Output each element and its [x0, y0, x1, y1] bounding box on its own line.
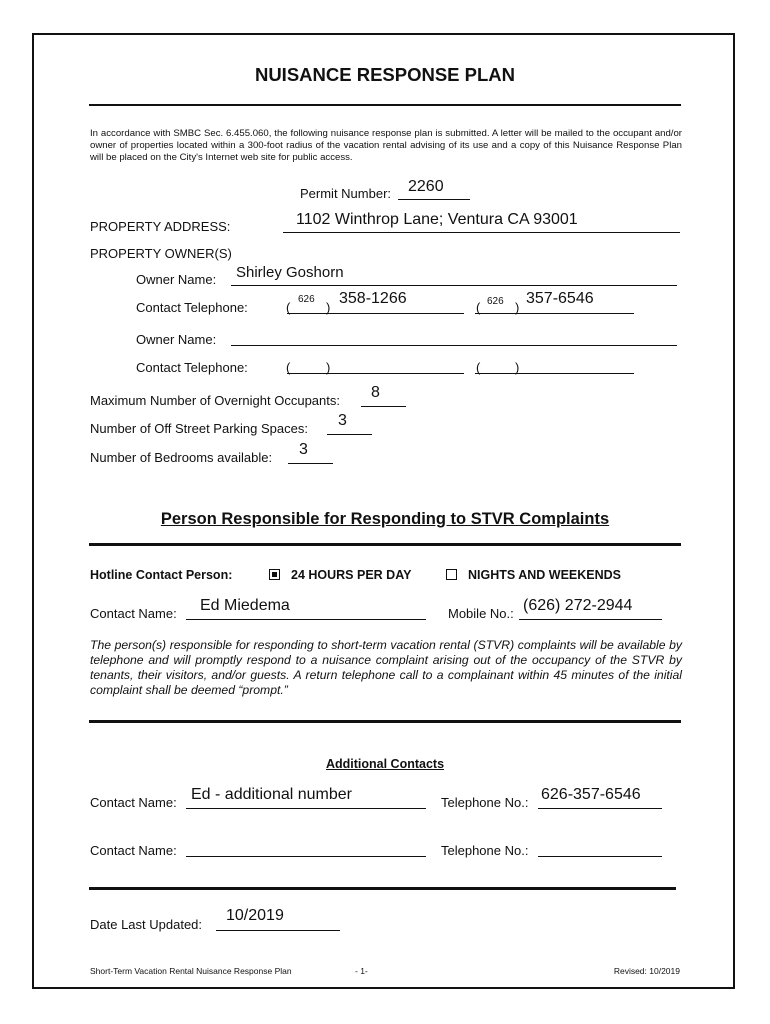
- owner2-tel2-line[interactable]: [475, 373, 634, 374]
- statement-rule: [89, 720, 681, 723]
- owner2-name-line[interactable]: [231, 345, 677, 346]
- owner2-name-label: Owner Name:: [136, 332, 217, 347]
- owner1-name-line: [231, 285, 677, 286]
- additional1-name-line: [186, 808, 426, 809]
- additional2-tel-line[interactable]: [538, 856, 662, 857]
- date-updated-value[interactable]: 10/2019: [226, 907, 284, 924]
- permit-label: Permit Number:: [300, 186, 392, 201]
- additional-contacts-heading: Additional Contacts: [325, 757, 445, 771]
- owner2-tel1-open-paren: (: [286, 360, 291, 375]
- mobile-value[interactable]: (626) 272-2944: [523, 597, 633, 614]
- additional2-tel-label: Telephone No.:: [441, 843, 529, 858]
- parking-line: [327, 434, 372, 435]
- responsible-rule: [89, 543, 681, 546]
- bedrooms-label: Number of Bedrooms available:: [90, 450, 273, 465]
- owner1-tel1-value[interactable]: 358-1266: [339, 290, 407, 307]
- footer-revised: Revised: 10/2019: [613, 966, 680, 976]
- owner1-tel2-area[interactable]: 626: [487, 296, 504, 307]
- additional1-tel-value[interactable]: 626-357-6546: [541, 786, 641, 803]
- contact-name-label: Contact Name:: [90, 606, 177, 621]
- hotline-nights-weekends-label: NIGHTS AND WEEKENDS: [468, 568, 622, 582]
- title-rule: [89, 104, 681, 106]
- page-title: NUISANCE RESPONSE PLAN: [254, 64, 516, 85]
- owner1-tel2-value[interactable]: 357-6546: [526, 290, 594, 307]
- additional1-tel-line: [538, 808, 662, 809]
- contact-name-value[interactable]: Ed Miedema: [200, 597, 290, 614]
- date-updated-label: Date Last Updated:: [90, 917, 203, 932]
- owner1-tel1-close-paren: ): [326, 300, 331, 315]
- owner1-tel2-close-paren: ): [515, 300, 520, 315]
- owners-heading: PROPERTY OWNER(S): [90, 246, 232, 261]
- owner1-tel1-area[interactable]: 626: [298, 294, 315, 305]
- footer-page-number: - 1-: [355, 966, 368, 976]
- hotline-24hours-label: 24 HOURS PER DAY: [291, 568, 412, 582]
- owner1-name-label: Owner Name:: [136, 272, 217, 287]
- parking-value[interactable]: 3: [338, 412, 347, 429]
- responsibility-statement: The person(s) responsible for responding to short-term vacation rental (STVR) complaints will be available by telephone and will promptly respond to a nuisance complaint arising out of the occupancy of the STVR by tenants, their visitors, and/or guests. A return telephone call to a complainant within 45 minutes of the initial complaint shall be deemed “prompt.”: [90, 638, 682, 697]
- owner1-tel1-open-paren: (: [286, 300, 291, 315]
- additional1-name-label: Contact Name:: [90, 795, 177, 810]
- contact-name-line: [186, 619, 426, 620]
- property-address-label: PROPERTY ADDRESS:: [90, 219, 231, 234]
- responsible-heading: Person Responsible for Responding to STVR Complaints: [160, 510, 610, 528]
- owner1-name-value[interactable]: Shirley Goshorn: [236, 264, 344, 281]
- footer-title: Short-Term Vacation Rental Nuisance Response Plan: [90, 966, 292, 976]
- bedrooms-line: [288, 463, 333, 464]
- additional2-name-label: Contact Name:: [90, 843, 177, 858]
- owner2-tel2-open-paren: (: [476, 360, 481, 375]
- owner1-tel2-open-paren: (: [476, 300, 481, 315]
- additional1-tel-label: Telephone No.:: [441, 795, 529, 810]
- occupants-label: Maximum Number of Overnight Occupants:: [90, 393, 340, 408]
- owner2-tel1-close-paren: ): [326, 360, 331, 375]
- property-address-value[interactable]: 1102 Winthrop Lane; Ventura CA 93001: [296, 211, 578, 228]
- hotline-label: Hotline Contact Person:: [90, 568, 233, 582]
- occupants-value[interactable]: 8: [371, 384, 380, 401]
- parking-label: Number of Off Street Parking Spaces:: [90, 421, 308, 436]
- owner2-tel2-close-paren: ): [515, 360, 520, 375]
- bedrooms-value[interactable]: 3: [299, 441, 308, 458]
- occupants-line: [361, 406, 406, 407]
- owner1-tel-label: Contact Telephone:: [136, 300, 248, 315]
- property-address-line: [283, 232, 680, 233]
- permit-field-line: [398, 199, 470, 200]
- hotline-24hours-checkbox[interactable]: [269, 569, 280, 580]
- owner2-tel1-line[interactable]: [287, 373, 464, 374]
- owner1-tel2-line: [475, 313, 634, 314]
- mobile-label: Mobile No.:: [448, 606, 514, 621]
- additional-rule: [89, 887, 676, 890]
- hotline-nights-weekends-checkbox[interactable]: [446, 569, 457, 580]
- permit-value[interactable]: 2260: [408, 178, 444, 195]
- mobile-line: [519, 619, 662, 620]
- date-updated-line: [216, 930, 340, 931]
- additional2-name-line[interactable]: [186, 856, 426, 857]
- intro-paragraph: In accordance with SMBC Sec. 6.455.060, the following nuisance response plan is submitted. A letter will be mailed to the occupant and/or owner of properties located within a 300-foot radius of the vacation rental advising of its use and a copy of this Nuisance Response Plan will be placed on the City's Internet web site for public access.: [90, 128, 682, 163]
- owner1-tel1-line: [287, 313, 464, 314]
- owner2-tel-label: Contact Telephone:: [136, 360, 248, 375]
- additional1-name-value[interactable]: Ed - additional number: [191, 786, 352, 803]
